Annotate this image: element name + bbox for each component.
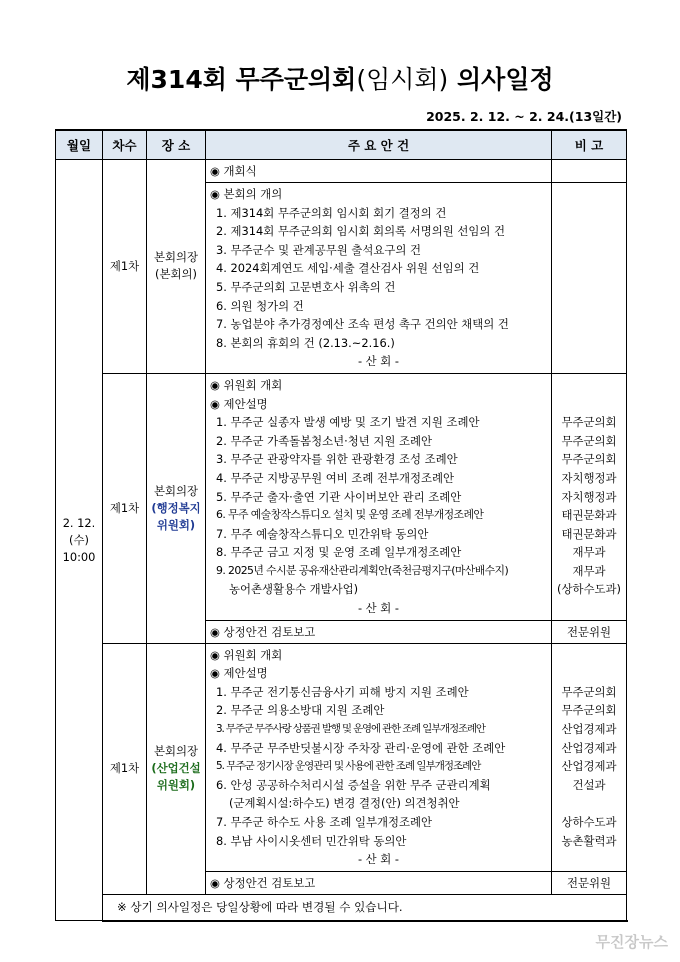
- session2-review-note: 전문위원: [552, 620, 627, 643]
- session2-place: 본회의장 (행정복지 위원회): [147, 373, 206, 643]
- remark: 산업경제과: [561, 740, 617, 755]
- remark: 무주군의회: [561, 703, 617, 718]
- session-period: 2025. 2. 12. ~ 2. 24.(13일간): [426, 109, 622, 124]
- schedule-table: [55, 129, 627, 922]
- remark: 태권문화과: [561, 526, 617, 541]
- agenda-item: 6. 의원 청가의 건: [216, 298, 304, 313]
- remark: 상하수도과: [561, 815, 617, 829]
- agenda-item: 3. 무주군 관광약자를 위한 관광환경 조성 조례안: [216, 452, 458, 467]
- agenda-item: 2. 무주군 가족돌봄청소년·청년 지원 조례안: [216, 433, 433, 448]
- session1-remarks: [552, 183, 627, 374]
- agenda-item: 5. 무주군의회 고문변호사 위촉의 건: [216, 279, 396, 294]
- session2-number: 제1차: [103, 373, 147, 643]
- agenda-item: 4. 무주군 무주반딧불시장 주차장 관리·운영에 관한 조례안: [216, 740, 506, 755]
- agenda-item: 8. 부남 사이시옷센터 민간위탁 동의안: [216, 833, 407, 848]
- agenda-item: 4. 2024회계연도 세입·세출 결산검사 위원 선임의 건: [216, 261, 480, 276]
- agenda-item: 4. 무주군 지방공무원 여비 조례 전부개정조례안: [216, 470, 455, 485]
- agenda-item: 3. 무주군 무주사랑 상품권 발행 및 운영에 관한 조례 일부개정조례안: [216, 723, 485, 736]
- agenda-item: 2. 제314회 무주군의회 임시회 회의록 서명의원 선임의 건: [216, 224, 506, 239]
- agenda-item-continued: (군계획시설:하수도) 변경 결정(안) 의견청취안: [229, 796, 460, 811]
- remark: 무주군의회: [561, 415, 617, 430]
- session3-place: 본회의장 (산업건설 위원회): [147, 643, 206, 894]
- session1-opening: ◉ 개회식: [206, 160, 552, 183]
- remark: 산업경제과: [561, 722, 617, 737]
- agenda-item: 9. 2025년 수시분 공유재산관리계획안(죽천금평지구(마산배수지): [216, 563, 509, 577]
- session1-opening-note: [552, 160, 627, 183]
- remark: 재무과: [572, 545, 606, 560]
- session2-agenda: ◉ 위원회 개회 ◉ 제안설명 1. 무주군 실종자 발생 예방 및 조기 발견 지원 조례안 2. 무주군 가족돌봄청소년·청년 지원 조례안 3. 무주군 관광약자를 위한 관광환경 조성 조례안 4. 무주군 지방공무원 여비 조례 전부개정조례안 5. 무주군 출자·출연 기관 사이버보안 관리 조례안 6. 무주 예술창작스튜디오 설치 및 운영 조례 전부개정조례안 7. 무주 예술창작스튜디오 민간위탁 동의안 8. 무주군 금고 지정 및 운영 조례 일부개정조례안 9. 2025년 수시분 공유재산관리계획안(죽천금평지구(마산배수지) 농어촌생활용수 개발사업) - 산 회 -: [206, 373, 552, 620]
- remark: 자치행정과: [561, 489, 617, 504]
- remark: 건설과: [572, 777, 606, 792]
- closing-mark: - 산 회 -: [357, 354, 400, 369]
- header-agenda: 주 요 안 건: [206, 130, 552, 160]
- remark: [552, 794, 626, 813]
- header-remarks: 비 고: [552, 130, 627, 160]
- header-session: 차수: [103, 130, 147, 160]
- remark: 자치행정과: [561, 470, 617, 485]
- watermark-logo: 무진장뉴스: [595, 933, 668, 951]
- session1-agenda: ◉ 본회의 개의 1. 제314회 무주군의회 임시회 회기 결정의 건 2. 제314회 무주군의회 임시회 회의록 서명의원 선임의 건 3. 무주군수 및 관계공무원 출석요구의 건 4. 2024회계연도 세입·세출 결산검사 위원 선임의 건 5. 무주군의회 고문변호사 위촉의 건 6. 의원 청가의 건 7. 농업분야 추가경정예산 조속 편성 촉구 건의안 채택의 건 8. 본회의 휴회의 건 (2.13.~2.16.) - 산 회 -: [206, 183, 552, 374]
- agenda-item: 6. 안성 공공하수처리시설 증설을 위한 무주 군관리계획: [216, 777, 491, 792]
- remark: 농촌활력과: [561, 833, 617, 848]
- title-tail: 의사일정: [457, 65, 554, 94]
- remark: 산업경제과: [561, 759, 617, 774]
- remark: 태권문화과: [561, 508, 617, 523]
- title-main: 제314회 무주군의회: [126, 65, 357, 94]
- footer-note: ※ 상기 의사일정은 당일상황에 따라 변경될 수 있습니다.: [103, 894, 627, 921]
- agenda-item: 7. 무주 예술창작스튜디오 민간위탁 동의안: [216, 526, 429, 541]
- closing-mark: - 산 회 -: [357, 601, 400, 616]
- agenda-item: 5. 무주군 정기시장 운영관리 및 사용에 관한 조례 일부개정조례안: [216, 760, 481, 773]
- date-cell: 2. 12. (수) 10:00: [56, 160, 103, 921]
- session3-review: ◉ 상정안건 검토보고: [206, 871, 552, 894]
- title-paren: (임시회): [356, 65, 449, 94]
- session3-number: 제1차: [103, 643, 147, 894]
- agenda-item: 6. 무주 예술창작스튜디오 설치 및 운영 조례 전부개정조례안: [216, 508, 484, 522]
- agenda-item: 1. 무주군 전기통신금융사기 피해 방지 지원 조례안: [216, 684, 469, 699]
- agenda-item: 1. 무주군 실종자 발생 예방 및 조기 발견 지원 조례안: [216, 415, 480, 430]
- header-place: 장 소: [147, 130, 206, 160]
- agenda-item: 1. 제314회 무주군의회 임시회 회기 결정의 건: [216, 205, 447, 220]
- closing-mark: - 산 회 -: [357, 852, 400, 867]
- remark: 무주군의회: [561, 433, 617, 448]
- header-row: [56, 130, 627, 160]
- agenda-item: 3. 무주군수 및 관계공무원 출석요구의 건: [216, 242, 422, 257]
- remark: (상하수도과): [557, 582, 621, 597]
- agenda-item: 8. 본회의 휴회의 건 (2.13.~2.16.): [216, 335, 395, 350]
- remark: 무주군의회: [561, 452, 617, 467]
- session3-remarks: [552, 643, 627, 871]
- session3-agenda: ◉ 위원회 개회 ◉ 제안설명 1. 무주군 전기통신금융사기 피해 방지 지원 조례안 2. 무주군 의용소방대 지원 조례안 3. 무주군 무주사랑 상품권 발행 및 운영에 관한 조례 일부개정조례안 4. 무주군 무주반딧불시장 주차장 관리·운영에 관한 조례안 5. 무주군 정기시장 운영관리 및 사용에 관한 조례 일부개정조례안 6. 안성 공공하수처리시설 증설을 위한 무주 군관리계획 (군계획시설:하수도) 변경 결정(안) 의견청취안 7. 무주군 하수도 사용 조례 일부개정조례안 8. 부남 사이시옷센터 민간위탁 동의안 - 산 회 -: [206, 643, 552, 871]
- session3-review-note: 전문위원: [552, 871, 627, 894]
- header-date: 월일: [56, 130, 103, 160]
- session1-place: 본회의장 (본회의): [147, 160, 206, 374]
- agenda-item: 7. 농업분야 추가경정예산 조속 편성 촉구 건의안 채택의 건: [216, 317, 509, 332]
- session2-remarks: [552, 373, 627, 620]
- page-title: [0, 60, 680, 96]
- session2-review: ◉ 상정안건 검토보고: [206, 620, 552, 643]
- agenda-item: 5. 무주군 출자·출연 기관 사이버보안 관리 조례안: [216, 489, 462, 504]
- agenda-item-continued: 농어촌생활용수 개발사업): [229, 582, 359, 597]
- session1-number: 제1차: [103, 160, 147, 374]
- agenda-item: 7. 무주군 하수도 사용 조례 일부개정조례안: [216, 815, 433, 829]
- remark: 재무과: [572, 563, 606, 578]
- remark: 무주군의회: [561, 684, 617, 699]
- agenda-item: 8. 무주군 금고 지정 및 운영 조례 일부개정조례안: [216, 545, 462, 560]
- agenda-item: 2. 무주군 의용소방대 지원 조례안: [216, 703, 385, 718]
